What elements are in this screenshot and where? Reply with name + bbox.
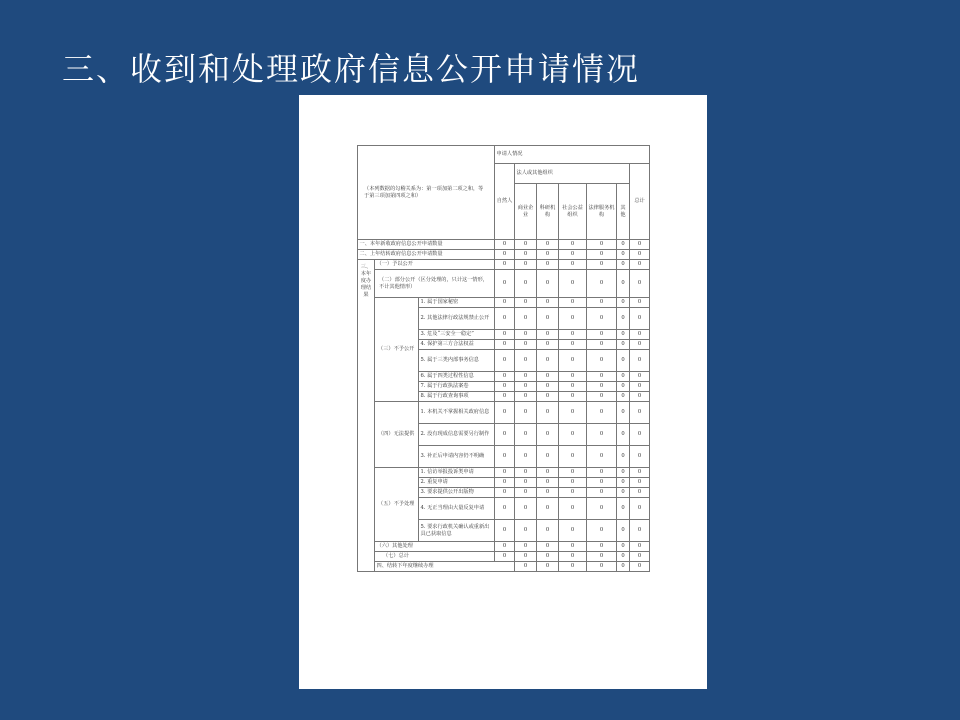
cell-value: 0 <box>617 424 630 446</box>
cell-value: 0 <box>559 478 587 488</box>
cell-value: 0 <box>559 520 587 542</box>
cell-value: 0 <box>630 340 650 350</box>
cell-value: 0 <box>537 424 559 446</box>
cell-value: 0 <box>537 446 559 468</box>
slide-title: 三、收到和处理政府信息公开申请情况 <box>62 50 641 88</box>
table-row <box>358 542 650 552</box>
cell-value: 0 <box>559 340 587 350</box>
cell-value: 0 <box>495 488 515 498</box>
cell-value: 0 <box>630 250 650 260</box>
cell-value: 0 <box>587 562 617 572</box>
cell-value: 0 <box>617 446 630 468</box>
cell-value: 0 <box>559 488 587 498</box>
cell-value: 0 <box>630 488 650 498</box>
cell-value: 0 <box>495 260 515 270</box>
cell-value: 0 <box>537 250 559 260</box>
cell-value: 0 <box>617 478 630 488</box>
cell-value: 0 <box>587 552 617 562</box>
cell-value: 0 <box>537 392 559 402</box>
cell-value: 0 <box>537 240 559 250</box>
cell-value: 0 <box>617 350 630 372</box>
row-label: 1. 信访举报投诉类申请 <box>419 468 495 478</box>
cell-value: 0 <box>559 562 587 572</box>
cell-value: 0 <box>587 424 617 446</box>
row-label: 二、上年结转政府信息公开申请数量 <box>358 250 495 260</box>
cell-value: 0 <box>515 402 537 424</box>
cell-value: 0 <box>587 340 617 350</box>
cell-value: 0 <box>587 468 617 478</box>
cell-value: 0 <box>515 446 537 468</box>
cell-value: 0 <box>630 468 650 478</box>
cell-value: 0 <box>630 446 650 468</box>
cell-value: 0 <box>495 308 515 330</box>
cell-value: 0 <box>537 308 559 330</box>
cell-value: 0 <box>495 478 515 488</box>
section3-label: 三、本年度办理结果 <box>358 260 375 572</box>
table-row <box>358 402 650 424</box>
table-row <box>358 270 650 298</box>
row-label: 2. 其他法律行政法规禁止公开 <box>419 308 495 330</box>
table-note: （本列数据的勾稽关系为：第一项加第二项之和，等于第三项加第四项之和） <box>358 146 495 240</box>
row-label: 3. 要求提供公开出版物 <box>419 488 495 498</box>
cell-value: 0 <box>537 520 559 542</box>
cell-value: 0 <box>495 468 515 478</box>
cell-value: 0 <box>617 330 630 340</box>
group-label-not-processed: （五）不予处理 <box>375 468 419 542</box>
info-disclosure-table <box>357 145 650 572</box>
group-label-unable-to-provide: （四）无法提供 <box>375 402 419 468</box>
cell-value: 0 <box>515 424 537 446</box>
cell-value: 0 <box>630 298 650 308</box>
header-other: 其他 <box>617 184 630 240</box>
cell-value: 0 <box>559 382 587 392</box>
cell-value: 0 <box>559 424 587 446</box>
cell-value: 0 <box>617 340 630 350</box>
cell-value: 0 <box>630 478 650 488</box>
cell-value: 0 <box>559 402 587 424</box>
row-label: 1. 属于国家秘密 <box>419 298 495 308</box>
cell-value: 0 <box>537 488 559 498</box>
row-label: 5. 要求行政机关确认或重新出具已获取信息 <box>419 520 495 542</box>
cell-value: 0 <box>559 308 587 330</box>
row-label: 4. 保护第三方合法权益 <box>419 340 495 350</box>
cell-value: 0 <box>587 308 617 330</box>
cell-value: 0 <box>630 402 650 424</box>
cell-value: 0 <box>630 552 650 562</box>
cell-value: 0 <box>537 340 559 350</box>
cell-value: 0 <box>587 542 617 552</box>
row-label: 一、本年新收政府信息公开申请数量 <box>358 240 495 250</box>
cell-value: 0 <box>587 382 617 392</box>
cell-value: 0 <box>515 308 537 330</box>
row-label: 3. 危及“三安全一稳定” <box>419 330 495 340</box>
table-row <box>358 240 650 250</box>
cell-value: 0 <box>537 382 559 392</box>
row-label: 8. 属于行政查询事项 <box>419 392 495 402</box>
cell-value: 0 <box>617 240 630 250</box>
header-research: 科研机构 <box>537 184 559 240</box>
header-total: 总计 <box>630 164 650 240</box>
cell-value: 0 <box>587 372 617 382</box>
cell-value: 0 <box>559 542 587 552</box>
cell-value: 0 <box>537 298 559 308</box>
cell-value: 0 <box>515 478 537 488</box>
cell-value: 0 <box>495 392 515 402</box>
cell-value: 0 <box>495 446 515 468</box>
cell-value: 0 <box>495 372 515 382</box>
cell-value: 0 <box>630 498 650 520</box>
header-public-welfare: 社会公益组织 <box>559 184 587 240</box>
cell-value: 0 <box>515 562 537 572</box>
cell-value: 0 <box>617 520 630 542</box>
cell-value: 0 <box>537 562 559 572</box>
cell-value: 0 <box>537 350 559 372</box>
cell-value: 0 <box>617 308 630 330</box>
cell-value: 0 <box>587 350 617 372</box>
cell-value: 0 <box>559 446 587 468</box>
cell-value: 0 <box>537 402 559 424</box>
cell-value: 0 <box>495 340 515 350</box>
cell-value: 0 <box>495 298 515 308</box>
cell-value: 0 <box>495 270 515 298</box>
cell-value: 0 <box>587 298 617 308</box>
row-label: 四、结转下年度继续办理 <box>375 562 515 572</box>
cell-value: 0 <box>495 520 515 542</box>
cell-value: 0 <box>587 260 617 270</box>
cell-value: 0 <box>617 498 630 520</box>
row-label: 1. 本机关不掌握相关政府信息 <box>419 402 495 424</box>
row-label: （二）部分公开（区分处理的，只计这一情形，不计其他情形） <box>375 270 495 298</box>
cell-value: 0 <box>630 424 650 446</box>
cell-value: 0 <box>495 498 515 520</box>
cell-value: 0 <box>587 498 617 520</box>
cell-value: 0 <box>537 468 559 478</box>
header-applicant-situation: 申请人情况 <box>495 146 650 164</box>
cell-value: 0 <box>515 372 537 382</box>
cell-value: 0 <box>617 468 630 478</box>
table-row <box>358 552 650 562</box>
cell-value: 0 <box>630 562 650 572</box>
header-business: 商业企业 <box>515 184 537 240</box>
cell-value: 0 <box>587 270 617 298</box>
cell-value: 0 <box>537 372 559 382</box>
cell-value: 0 <box>495 240 515 250</box>
row-label: 2. 重复申请 <box>419 478 495 488</box>
cell-value: 0 <box>630 382 650 392</box>
cell-value: 0 <box>515 240 537 250</box>
row-label: 4. 无正当理由大量反复申请 <box>419 498 495 520</box>
cell-value: 0 <box>559 250 587 260</box>
cell-value: 0 <box>617 270 630 298</box>
cell-value: 0 <box>495 330 515 340</box>
cell-value: 0 <box>495 542 515 552</box>
cell-value: 0 <box>617 382 630 392</box>
cell-value: 0 <box>537 330 559 340</box>
cell-value: 0 <box>559 468 587 478</box>
cell-value: 0 <box>559 372 587 382</box>
cell-value: 0 <box>617 250 630 260</box>
cell-value: 0 <box>559 260 587 270</box>
cell-value: 0 <box>587 250 617 260</box>
cell-value: 0 <box>587 392 617 402</box>
cell-value: 0 <box>559 330 587 340</box>
cell-value: 0 <box>630 350 650 372</box>
cell-value: 0 <box>495 382 515 392</box>
cell-value: 0 <box>630 542 650 552</box>
cell-value: 0 <box>587 330 617 340</box>
cell-value: 0 <box>559 298 587 308</box>
cell-value: 0 <box>617 392 630 402</box>
cell-value: 0 <box>630 308 650 330</box>
cell-value: 0 <box>515 542 537 552</box>
row-label: 5. 属于三类内部事务信息 <box>419 350 495 372</box>
cell-value: 0 <box>587 240 617 250</box>
row-label: （一）予以公开 <box>375 260 495 270</box>
cell-value: 0 <box>617 372 630 382</box>
table-row <box>358 562 650 572</box>
table-row <box>358 250 650 260</box>
cell-value: 0 <box>537 552 559 562</box>
cell-value: 0 <box>559 270 587 298</box>
document-page <box>299 95 707 689</box>
cell-value: 0 <box>587 446 617 468</box>
cell-value: 0 <box>515 382 537 392</box>
cell-value: 0 <box>617 402 630 424</box>
cell-value: 0 <box>617 488 630 498</box>
cell-value: 0 <box>587 402 617 424</box>
row-label: 3. 补正后申请内容仍不明确 <box>419 446 495 468</box>
cell-value: 0 <box>515 350 537 372</box>
cell-value: 0 <box>515 250 537 260</box>
table-row <box>358 298 650 308</box>
cell-value: 0 <box>515 392 537 402</box>
cell-value: 0 <box>515 552 537 562</box>
header-legal-persons: 法人或其他组织 <box>515 164 630 184</box>
cell-value: 0 <box>587 520 617 542</box>
cell-value: 0 <box>537 270 559 298</box>
cell-value: 0 <box>630 520 650 542</box>
table-row <box>358 468 650 478</box>
cell-value: 0 <box>587 478 617 488</box>
cell-value: 0 <box>537 260 559 270</box>
row-label: 2. 没有现成信息需要另行制作 <box>419 424 495 446</box>
cell-value: 0 <box>515 270 537 298</box>
cell-value: 0 <box>495 402 515 424</box>
table-row <box>358 260 650 270</box>
cell-value: 0 <box>515 340 537 350</box>
header-legal-service: 法律服务机构 <box>587 184 617 240</box>
cell-value: 0 <box>617 562 630 572</box>
header-natural-person: 自然人 <box>495 164 515 240</box>
cell-value: 0 <box>515 260 537 270</box>
cell-value: 0 <box>515 298 537 308</box>
cell-value: 0 <box>495 350 515 372</box>
cell-value: 0 <box>537 542 559 552</box>
row-label: 7. 属于行政执法案卷 <box>419 382 495 392</box>
cell-value: 0 <box>495 424 515 446</box>
cell-value: 0 <box>587 488 617 498</box>
cell-value: 0 <box>537 498 559 520</box>
cell-value: 0 <box>617 260 630 270</box>
group-label-not-disclosed: （三）不予公开 <box>375 298 419 402</box>
cell-value: 0 <box>515 488 537 498</box>
cell-value: 0 <box>515 468 537 478</box>
cell-value: 0 <box>617 298 630 308</box>
cell-value: 0 <box>617 542 630 552</box>
cell-value: 0 <box>515 498 537 520</box>
cell-value: 0 <box>495 552 515 562</box>
cell-value: 0 <box>559 392 587 402</box>
cell-value: 0 <box>630 270 650 298</box>
cell-value: 0 <box>617 552 630 562</box>
cell-value: 0 <box>630 260 650 270</box>
cell-value: 0 <box>559 498 587 520</box>
cell-value: 0 <box>630 240 650 250</box>
cell-value: 0 <box>559 350 587 372</box>
cell-value: 0 <box>630 392 650 402</box>
row-label: （六）其他处理 <box>375 542 495 552</box>
cell-value: 0 <box>559 240 587 250</box>
cell-value: 0 <box>495 250 515 260</box>
cell-value: 0 <box>630 330 650 340</box>
cell-value: 0 <box>559 552 587 562</box>
cell-value: 0 <box>537 478 559 488</box>
cell-value: 0 <box>515 330 537 340</box>
cell-value: 0 <box>515 520 537 542</box>
cell-value: 0 <box>630 372 650 382</box>
row-label: 6. 属于四类过程性信息 <box>419 372 495 382</box>
row-label: （七）总计 <box>375 552 495 562</box>
